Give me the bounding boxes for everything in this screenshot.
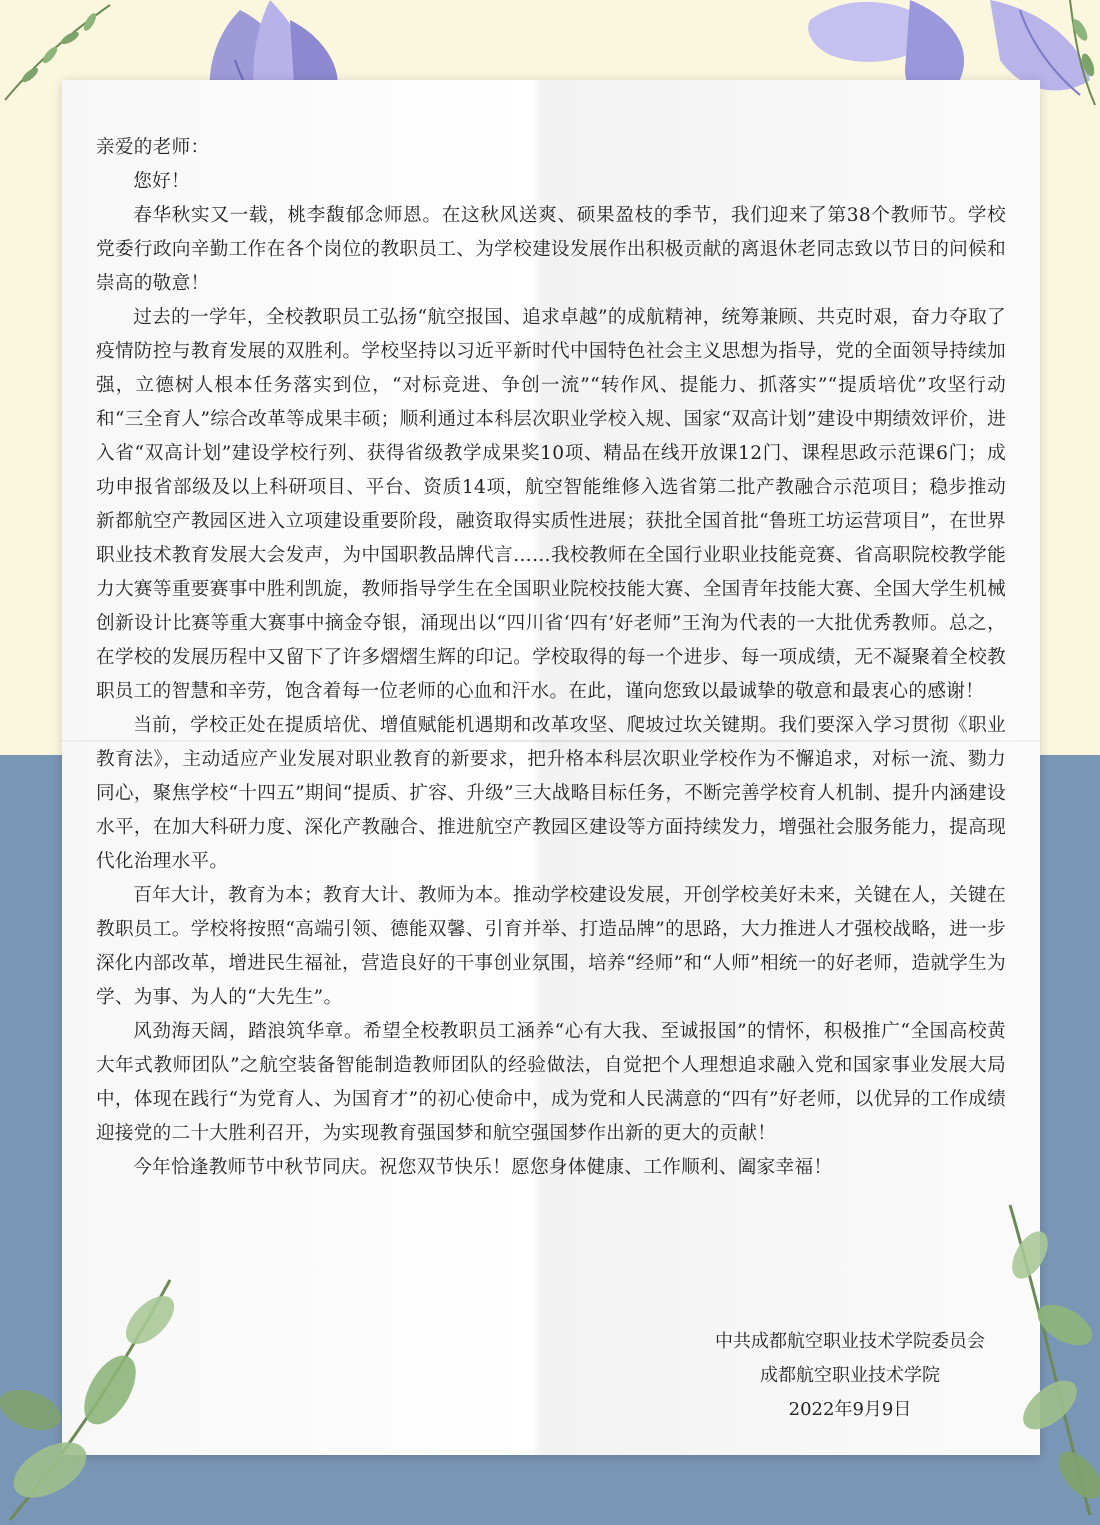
paragraph: 过去的一学年，全校教职员工弘扬“航空报国、追求卓越”的成航精神，统筹兼顾、共克时艰，奋力夺取了疫情防控与教育发展的双胜利。学校坚持以习近平新时代中国特色社会主义思想为指导，党的全面领导持续加强，立德树人根本任务落实到位，“对标竞进、争创一流”“转作风、提能力、抓落实”“提质培优”攻坚行动和“三全育人”综合改革等成果丰硕；顺利通过本科层次职业学校入规、国家“双高计划”建设中期绩效评价，进入省“双高计划”建设学校行列、获得省级教学成果奖10项、精品在线开放课12门、课程思政示范课6门；成功申报省部级及以上科研项目、平台、资质14项，航空智能维修入选省第二批产教融合示范项目；稳步推动新都航空产教园区进入立项建设重要阶段，融资取得实质性进展；获批全国首批“鲁班工坊运营项目”，在世界职业技术教育发展大会发声，为中国职教品牌代言……我校教师在全国行业职业技能竞赛、省高职院校教学能力大赛等重要赛事中胜利凯旋，教师指导学生在全国职业院校技能大赛、全国青年技能大赛、全国大学生机械创新设计比赛等重大赛事中摘金夺银，涌现出以“四川省‘四有’好老师”王洵为代表的一大批优秀教师。总之，在学校的发展历程中又留下了许多熠熠生辉的印记。学校取得的每一个进步、每一项成绩，无不凝聚着全校教职员工的智慧和辛劳，饱含着每一位老师的心血和汗水。在此，谨向您致以最诚挚的敬意和最衷心的感谢！ (96, 307, 1006, 702)
paragraph: 春华秋实又一载，桃李馥郁念师恩。在这秋风送爽、硕果盈枝的季节，我们迎来了第38个教师节。学校党委行政向辛勤工作在各个岗位的教职员工、为学校建设发展作出积极贡献的离退休老同志致以节日的问候和崇高的敬意！ (96, 205, 1006, 294)
signature-date: 2022年9月9日 (788, 1399, 912, 1420)
paragraph: 今年恰逢教师节中秋节同庆。祝您双节快乐！愿您身体健康、工作顺利、阖家幸福！ (133, 1157, 833, 1178)
signature-college: 成都航空职业技术学院 (760, 1365, 940, 1386)
signature-block (680, 1325, 1020, 1427)
leaf-branch-bottom-right-illustration (990, 1195, 1100, 1525)
paragraph: 百年大计，教育为本；教育大计、教师为本。推动学校建设发展，开创学校美好未来，关键在人，关键在教职员工。学校将按照“高端引领、德能双馨、引育并举、打造品牌”的思路，大力推进人才强校战略，进一步深化内部改革，增进民生福祉，营造良好的干事创业氛围，培养“经师”和“人师”相统一的好老师，造就学生为学、为事、为人的“大先生”。 (96, 885, 1006, 1008)
signature-party-committee: 中共成都航空职业技术学院委员会 (715, 1331, 985, 1352)
leaf-branch-bottom-left-illustration (0, 1270, 190, 1525)
paragraph: 风劲海天阔，踏浪筑华章。希望全校教职员工涵养“心有大我、至诚报国”的情怀，积极推广“全国高校黄大年式教师团队”之航空装备智能制造教师团队的经验做法，自觉把个人理想追求融入党和国家事业发展大局中，体现在践行“为党育人、为国育才”的初心使命中，成为党和人民满意的“四有”好老师，以优异的工作成绩迎接党的二十大胜利召开，为实现教育强国梦和航空强国梦作出新的更大的贡献！ (96, 1021, 1006, 1144)
paragraph: 当前，学校正处在提质培优、增值赋能机遇期和改革攻坚、爬坡过坎关键期。我们要深入学习贯彻《职业教育法》，主动适应产业发展对职业教育的新要求，把升格本科层次职业学校作为不懈追求，对标一流、勠力同心，聚焦学校“十四五”期间“提质、扩容、升级”三大战略目标任务，不断完善学校育人机制、提升内涵建设水平，在加大科研力度、深化产教融合、推进航空产教园区建设等方面持续发力，增强社会服务能力，提高现代化治理水平。 (96, 715, 1006, 872)
letter-body (96, 131, 1006, 1185)
salutation: 亲爱的老师： (96, 137, 210, 158)
greeting: 您好！ (133, 171, 190, 192)
leaf-branch-top-right-illustration (1040, 0, 1100, 110)
